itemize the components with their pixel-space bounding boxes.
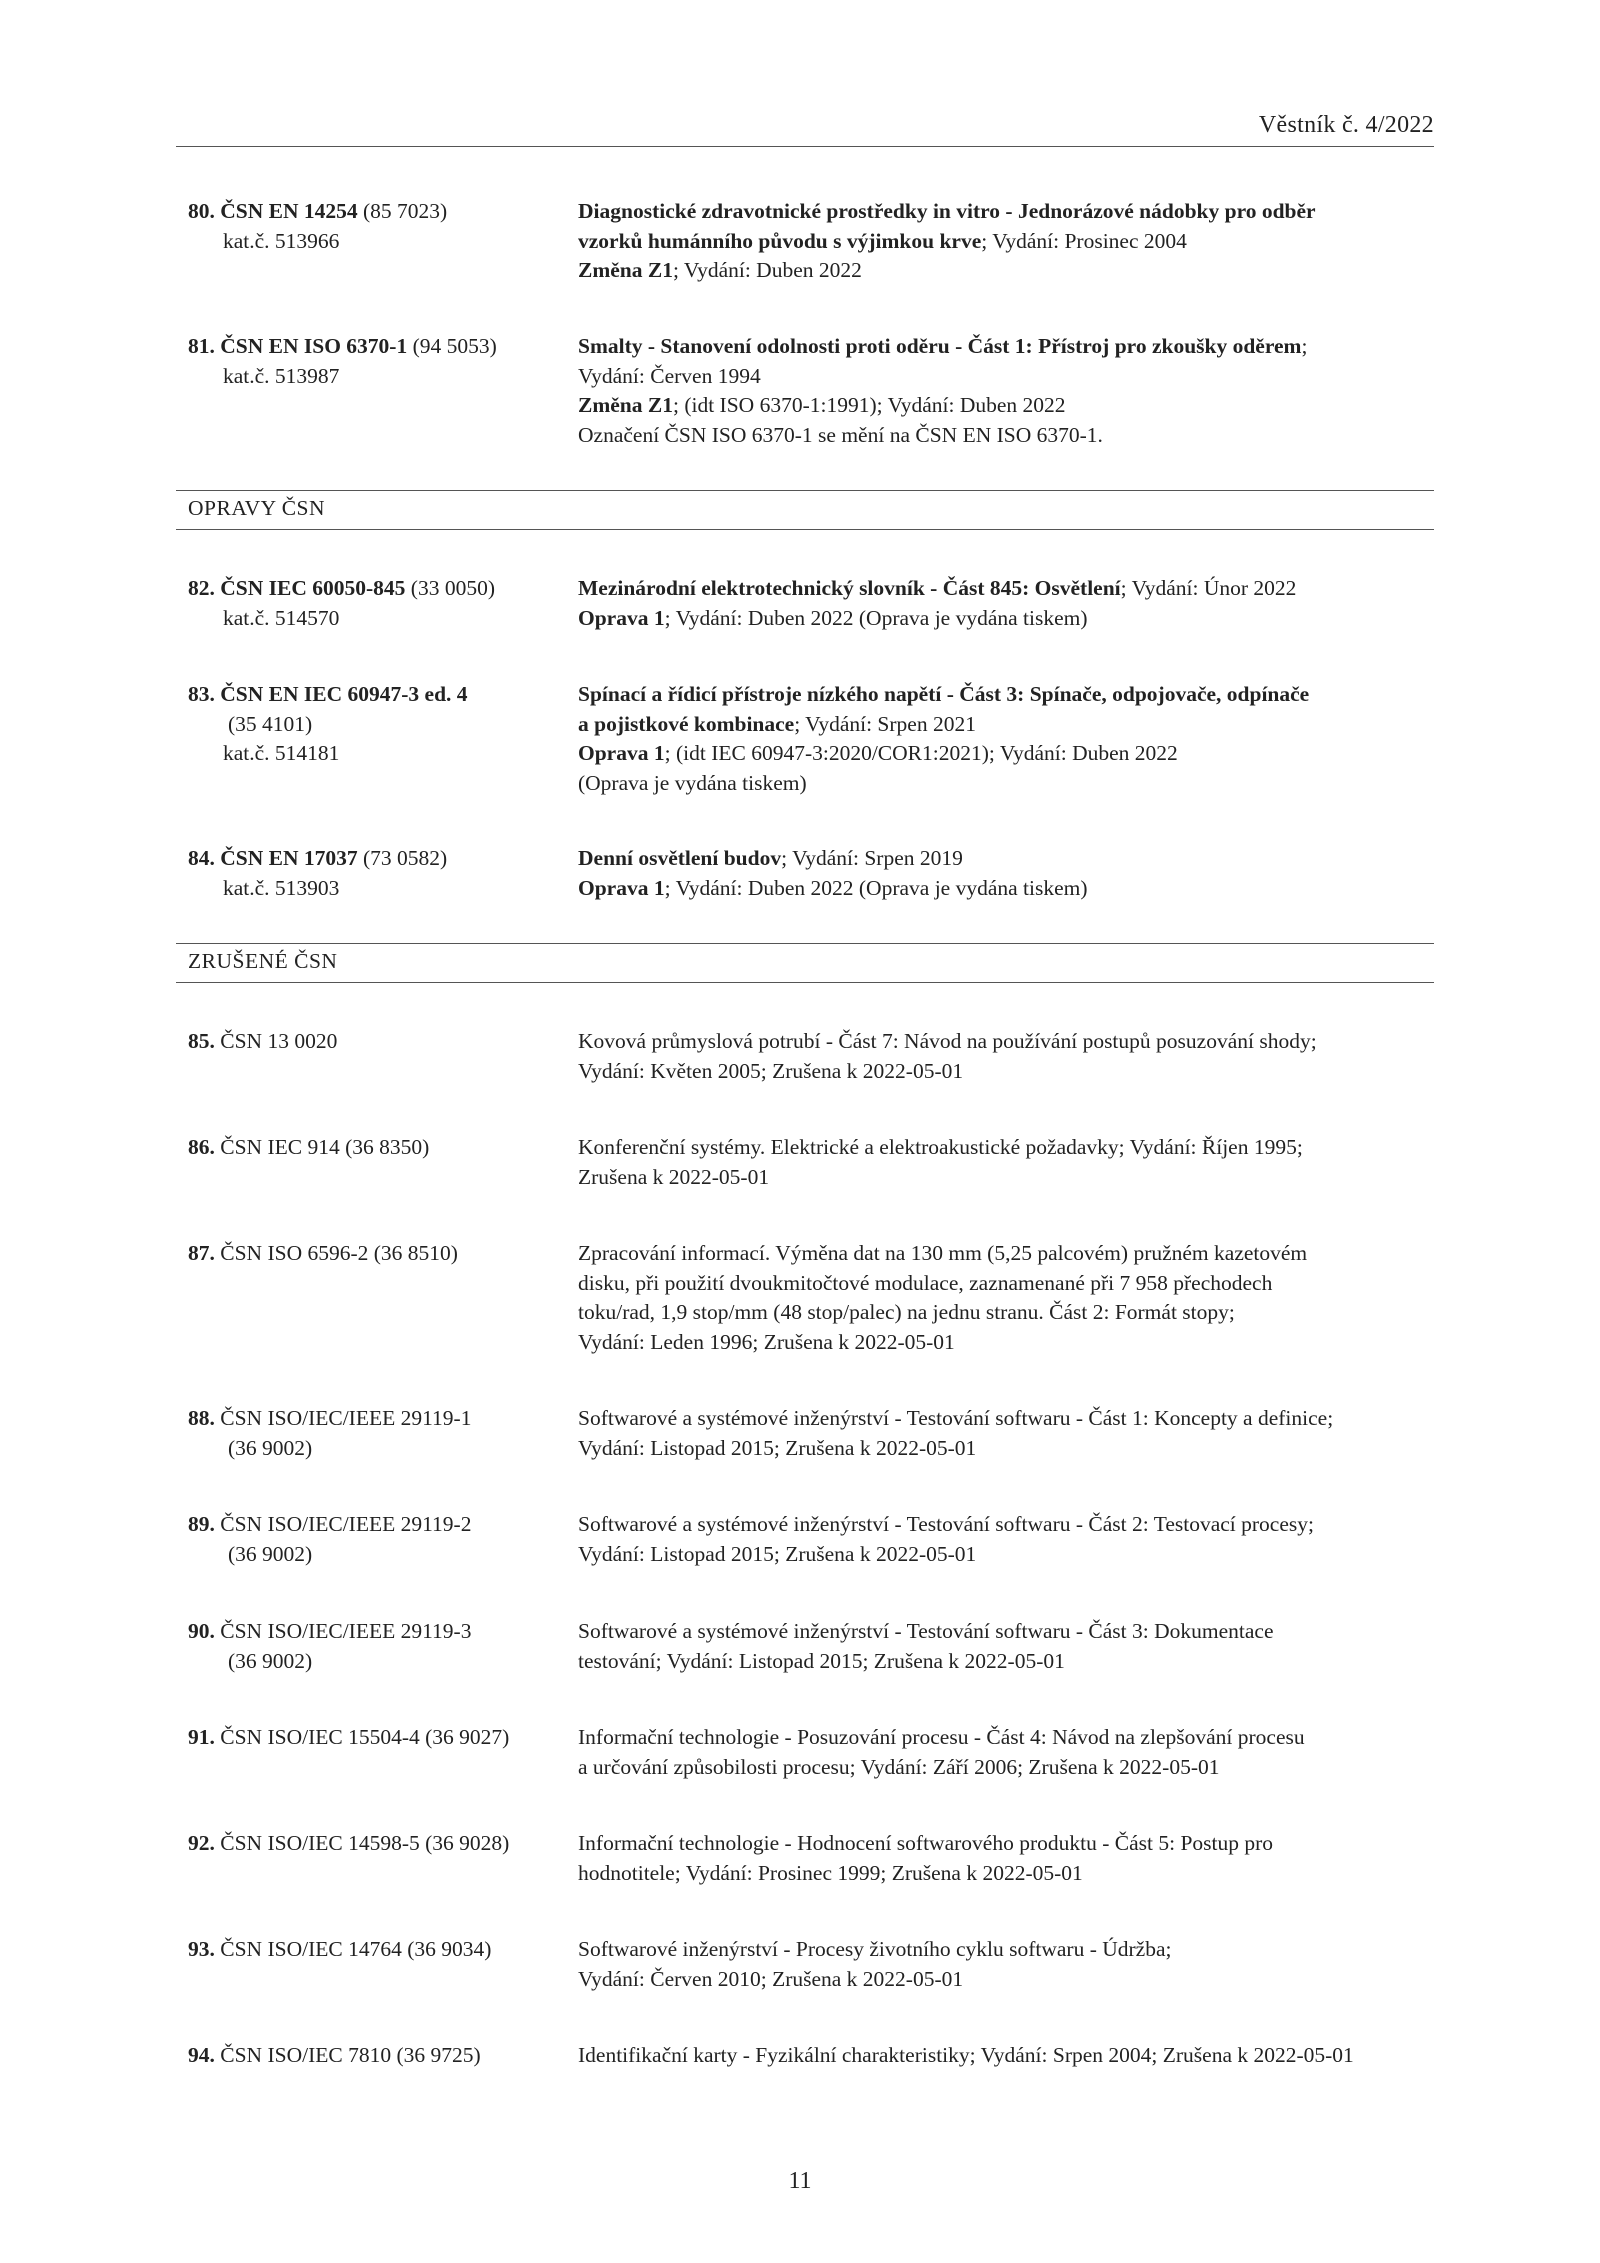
entry-description: Mezinárodní elektrotechnický slovník - Část 845: Osvětlení; Vydání: Únor 2022 Oprava 1; Vydání: Duben 2022 (Oprava je vydána tiskem) — [578, 576, 1297, 630]
section-heading: ZRUŠENÉ ČSN — [188, 949, 338, 973]
page-number: 11 — [788, 2168, 812, 2194]
entry-code: 84. ČSN EN 17037 (73 0582) kat.č. 513903 — [188, 844, 568, 903]
entry-description: Smalty - Stanovení odolnosti proti oděru - Část 1: Přístroj pro zkoušky oděrem; Vydání: Červen 1994 Změna Z1; (idt ISO 6370-1:1991); Vydání: Duben 2022 Označení ČSN ISO 6370-1 se mění na ČSN EN ISO 6370-1. — [578, 334, 1308, 447]
entry-code: 83. ČSN EN IEC 60947-3 ed. 4 (35 4101) kat.č. 514181 — [188, 680, 568, 769]
catalog-number: kat.č. 514570 — [223, 605, 340, 630]
catalog-number: kat.č. 513966 — [223, 228, 340, 253]
entry-description: Denní osvětlení budov; Vydání: Srpen 2019 Oprava 1; Vydání: Duben 2022 (Oprava je vydána tiskem) — [578, 846, 1088, 900]
catalog-number: kat.č. 514181 — [223, 741, 340, 765]
entry-code: 80. ČSN EN 14254 (85 7023) kat.č. 513966 — [188, 197, 568, 256]
entry-code: 82. ČSN IEC 60050-845 (33 0050) kat.č. 514570 — [188, 574, 568, 633]
document-page: Věstník č. 4/2022 80. ČSN EN 14254 (85 7023) kat.č. 513966 Diagnostické zdravotnické prostředky in vitro - Jednorázové nádobky pro odběr vzorků humánního původu s výjimkou krve; Vydání: Prosinec 2004 Změna Z1; Vydání: Duben 2022 81. ČSN EN ISO 6370-1 (94 5053) kat.č. 513987 Smalty - Stanovení odolnosti proti oděru - Část 1: Přístroj pro zkoušky oděrem; Vydání: Červen 1994 Změna Z1; (idt ISO 6370-1:1991); Vydání: Duben 2022 Označení ČSN ISO 6370-1 se mění na ČSN EN ISO 6370-1. OPRAVY ČSN 82. ČSN IEC 60050-845 (33 0050) kat.č. 514570 Mezinárodní elektrotechnický slovník - Část 845: Osvětlení; Vydání: Únor 2022 Oprava 1; Vydání: Duben 2022 (Oprava je vydána tiskem) 83. ČSN EN IEC 60947-3 ed. 4 (35 4101) kat.č. 514181 Spínací a řídicí přístroje nízkého napětí - Část 3: Spínače, odpojovače, odpínače a pojistkové kombinace; Vydání: Srpen 2021 Oprava 1; (idt IEC 60947-3:2020/COR1:2021); Vydání: Duben 2022 (Oprava je vydána tiskem) 84. ČSN EN 17037 (73 0582) kat.č. 513903 Denní osvětlení budov; Vydání: Srpen 2019 Oprava 1; Vydání: Duben 2022 (Oprava je vydána tiskem) ZRUŠENÉ ČSN 85. ČSN 13 0020 Kovová průmyslová potrubí - Část 7: Návod na používání postupů posuzování shody; Vydání: Květen 2005; Zrušena k 2022-05-01 86. ČSN IEC 914 (36 8350) Konferenční systémy. Elektrické a elektroakustické požadavky; Vydání: Říjen 1995; Zrušena k 2022-05-01 87. ČSN ISO 6596-2 (36 8510) Zpracování informací. Výměna dat na 130 mm (5,25 palcovém) pružném kazetovém disku, při použití dvoukmitočtové modulace, zaznamenané při 7 958 přechodech toku/rad, 1,9 stop/mm (48 stop/palec) na jednu stranu. Část 2: Formát stopy; Vydání: Leden 1996; Zrušena k 2022-05-01 88. ČSN ISO/IEC/IEEE 29119-1 (36 9002) Softwarové a systémové inženýrství - Testování softwaru - Část 1: Koncepty a definice; Vydání: Listopad 2015; Zrušena k 2022-05-01 89. ČSN ISO/IEC/IEEE 29119-2 (36 9002) Softwarové a systémové inženýrství - Testování softwaru - Část 2: Testovací procesy; Vydání: Listopad 2015; Zrušena k 2022-05-01 90. ČSN ISO/IEC/IEEE 29119-3 (36 9002) Softwarové a systémové inženýrství - Testování softwaru - Část 3: Dokumentace testování; Vydání: Listopad 2015; Zrušena k 2022-05-01 91. ČSN ISO/IEC 15504-4 (36 9027) Informační technologie - Posuzování procesu - Část 4: Návod na zlepšování procesu a určování způsobilosti procesu; Vydání: Září 2006; Zrušena k 2022-05-01 92. ČSN ISO/IEC 14598-5 (36 9028) Informační technologie - Hodnocení softwarového produktu - Část 5: Postup pro hodnotitele; Vydání: Prosinec 1999; Zrušena k 2022-05-01 93. ČSN ISO/IEC 14764 (36 9034) Softwarové inženýrství - Procesy životního cyklu softwaru - Údržba; Vydání: Červen 2010; Zrušena k 2022-05-01 94. ČSN ISO/IEC 7810 (36 9725) Identifikační karty - Fyzikální charakteristiky; Vydání: Srpen 2004; Zrušena k 2022-05-01 11 — [0, 0, 1600, 2263]
section-heading: OPRAVY ČSN — [188, 496, 326, 520]
section-opravy — [176, 490, 1434, 530]
section-zrusene — [176, 943, 1434, 983]
entry-description: Spínací a řídicí přístroje nízkého napětí - Část 3: Spínače, odpojovače, odpínače a pojistkové kombinace; Vydání: Srpen 2021 Oprava 1; (idt IEC 60947-3:2020/COR1:2021); Vydání: Duben 2022 (Oprava je vydána tiskem) — [578, 682, 1310, 795]
entry-code: 81. ČSN EN ISO 6370-1 (94 5053) kat.č. 513987 — [188, 332, 568, 391]
catalog-number: kat.č. 513903 — [223, 875, 340, 900]
entry-description: Diagnostické zdravotnické prostředky in vitro - Jednorázové nádobky pro odběr vzorků humánního původu s výjimkou krve; Vydání: Prosinec 2004 Změna Z1; Vydání: Duben 2022 — [578, 199, 1316, 282]
catalog-number: kat.č. 513987 — [223, 363, 340, 388]
page-header — [176, 110, 1434, 147]
journal-title: Věstník č. 4/2022 — [1258, 112, 1434, 138]
